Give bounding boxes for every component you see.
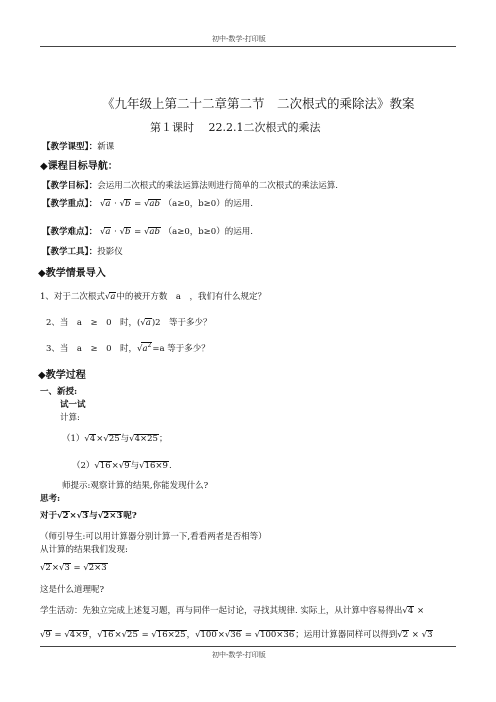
lesson-type-label: 【教学课型】： [42,142,98,152]
activity-text: 学生活动：先独立完成上述复习题，再与同伴一起讨论，寻找其规律. 实际上，从计算中容易得出 [40,606,403,616]
think-label: 思考: [40,494,61,504]
intro-heading [38,264,106,279]
calc-1: （1）√4×√25与√4×25； [62,434,168,444]
ne-label: 呢? [123,511,137,521]
page-title: 《九年级上第二十二章第二节 二次根式的乘除法》教案 [102,96,415,111]
page-subtitle: 第１课时 22.2.1二次根式的乘法 [150,121,321,134]
q2-after: )2 等于多少？ [151,318,212,328]
find-text: 从计算的结果我们发现: [40,545,128,555]
try-label: 试一试 [60,400,86,410]
goal-value: 会运用二次根式的乘法运算法则进行简单的二次根式的乘法运算. [97,181,338,191]
lesson-type-value: 新课 [97,142,115,152]
new-teaching-label: 一、新授: [40,387,78,397]
calc2-end: . [168,461,172,471]
calc2-num: （2） [72,461,95,471]
q1-after: 中的被开方数 a ，我们有什么规定？ [116,292,266,302]
nav-heading-text: 课程目标导航： [47,161,118,172]
for-label: 对于 [40,511,58,521]
goal-label: 【教学目标】： [42,181,98,191]
difficult-row [42,225,253,237]
footer-rule [40,646,456,647]
result-formula: √2×√3 = √2×3 [40,563,107,573]
goal-row [42,179,338,191]
why-text: 这是什么道理呢? [40,585,105,595]
process-heading-text: 教学过程 [45,370,86,381]
calc-label: 计算: [60,413,80,423]
q1-before: 1、对于二次根式 [40,292,105,302]
diamond-bullet-icon: ◆ [38,370,46,381]
teacher-hint: 师提示:观察计算的结果,你能发现什么? [62,481,209,491]
and-label: 与 [89,511,98,521]
tools-label: 【教学工具】： [42,247,98,257]
q3-before: 3、当 a ≥ 0 时， [46,344,138,354]
activity-tail: ；运用计算器同样可以得到 [295,630,398,640]
guide-note: （师引导生:可以用计算器分别计算一下,看看两者是否相等） [40,532,267,542]
tools-row [42,245,123,257]
calc2-mid: 与 [130,461,140,471]
diamond-bullet-icon: ◆ [40,161,48,172]
difficult-condition: （a≥0，b≥0）的运用. [163,227,253,237]
activity-line-1: 学生活动：先独立完成上述复习题，再与同伴一起讨论，寻找其规律. 实际上，从计算中容易得出√4 × [40,606,425,616]
page-header: 初中-数学-打印版 [212,35,266,43]
difficult-formula: √a · √b = √ab [99,227,160,237]
question-1: 1、对于二次根式√a中的被开方数 a ，我们有什么规定？ [40,292,266,302]
intro-heading-text: 教学情景导入 [45,268,106,279]
difficult-label: 【教学难点】： [42,227,98,237]
lesson-type-row [42,140,114,152]
question-2: 2、当 a ≥ 0 时，(√a)2 等于多少？ [46,318,212,328]
for-row: 对于√2×√3与√2×3呢? [40,511,137,521]
key-formula: √a · √b = √ab [99,199,160,209]
calc1-end: ； [158,434,168,444]
key-label: 【教学重点】： [42,199,98,209]
activity-line-2: √9 = √4×9，√16×√25 = √16×25，√100×√36 = √100×36；运用计算器同样可以得到√2 × √3 [40,630,433,640]
calc1-mid: 与 [120,434,130,444]
key-row [42,197,253,209]
process-heading [38,366,86,381]
calc-2: （2）√16×√9与√16×9. [72,461,172,471]
nav-heading [40,157,118,172]
key-condition: （a≥0，b≥0）的运用. [163,199,253,209]
question-3: 3、当 a ≥ 0 时，$√a^2=a$ 等于多少？ [46,342,210,354]
calc1-num: （1） [62,434,85,444]
header-rule [40,46,456,47]
tools-value: 投影仪 [97,247,123,257]
diamond-bullet-icon: ◆ [38,268,46,279]
q3-after: =a 等于多少？ [152,344,210,354]
q2-before: 2、当 a ≥ 0 时，( [46,318,141,328]
page-footer: 初中-数学-打印版 [212,651,266,659]
